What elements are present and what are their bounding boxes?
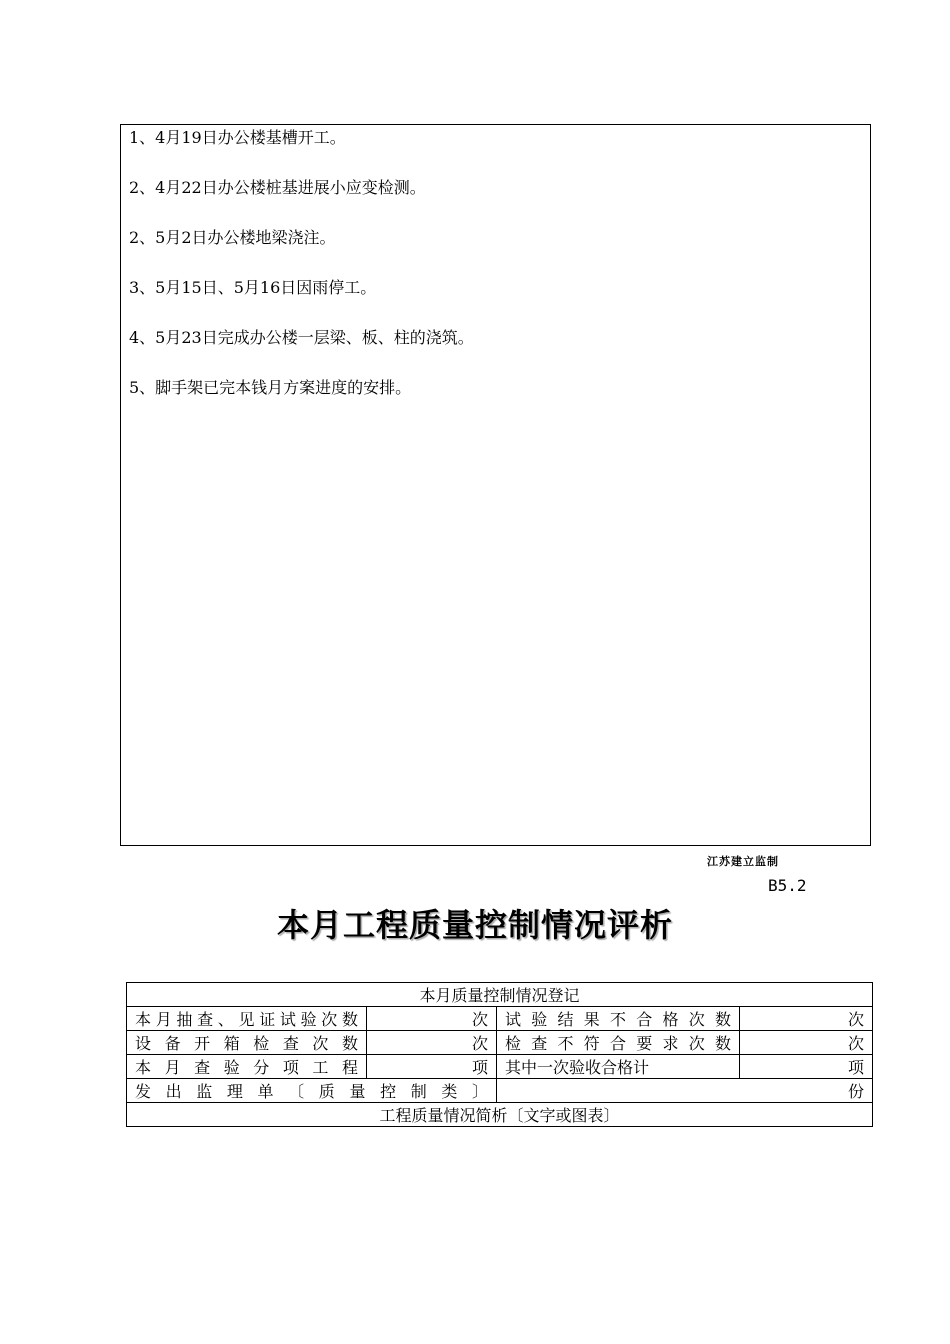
analysis-header: 工程质量情况简析〔文字或图表〕: [127, 1103, 873, 1127]
row-label: 设备开箱检查次数: [127, 1031, 367, 1055]
table-row: [127, 1055, 873, 1079]
row-unit: 次: [367, 1031, 497, 1055]
row-unit: 项: [740, 1055, 873, 1079]
table-row: [127, 1007, 873, 1031]
row-unit: 次: [740, 1007, 873, 1031]
quality-control-table: [126, 982, 873, 1127]
form-number: B5.2: [768, 876, 807, 895]
progress-notes-box: [120, 124, 871, 846]
supervision-label: 发出监理单〔质量控制类〕: [127, 1079, 497, 1103]
progress-item: 2、4月22日办公楼桩基进展小应变检测。: [129, 178, 426, 197]
progress-item: 1、4月19日办公楼基槽开工。: [129, 128, 346, 147]
row-label: 检查不符合要求次数: [497, 1031, 740, 1055]
row-unit: 项: [367, 1055, 497, 1079]
table-header-row: [127, 983, 873, 1007]
page-title: 本月工程质量控制情况评析: [276, 906, 673, 944]
table-row: [127, 1031, 873, 1055]
progress-item: 3、5月15日、5月16日因雨停工。: [129, 278, 377, 297]
row-label: 本月抽查、见证试验次数: [127, 1007, 367, 1031]
table-row: [127, 1079, 873, 1103]
progress-item: 5、脚手架已完本钱月方案进度的安排。: [129, 378, 412, 397]
table-row: [127, 1103, 873, 1127]
row-unit: 次: [740, 1031, 873, 1055]
row-label: 其中一次验收合格计: [497, 1055, 740, 1079]
progress-item: 2、5月2日办公楼地梁浇注。: [129, 228, 336, 247]
progress-item: 4、5月23日完成办公楼一层梁、板、柱的浇筑。: [129, 328, 474, 347]
supervision-unit: 份: [497, 1079, 873, 1103]
issuer-label: 江苏建立监制: [707, 855, 779, 868]
row-label: 本月查验分项工程: [127, 1055, 367, 1079]
table-header: 本月质量控制情况登记: [127, 983, 873, 1007]
row-label: 试验结果不合格次数: [497, 1007, 740, 1031]
row-unit: 次: [367, 1007, 497, 1031]
